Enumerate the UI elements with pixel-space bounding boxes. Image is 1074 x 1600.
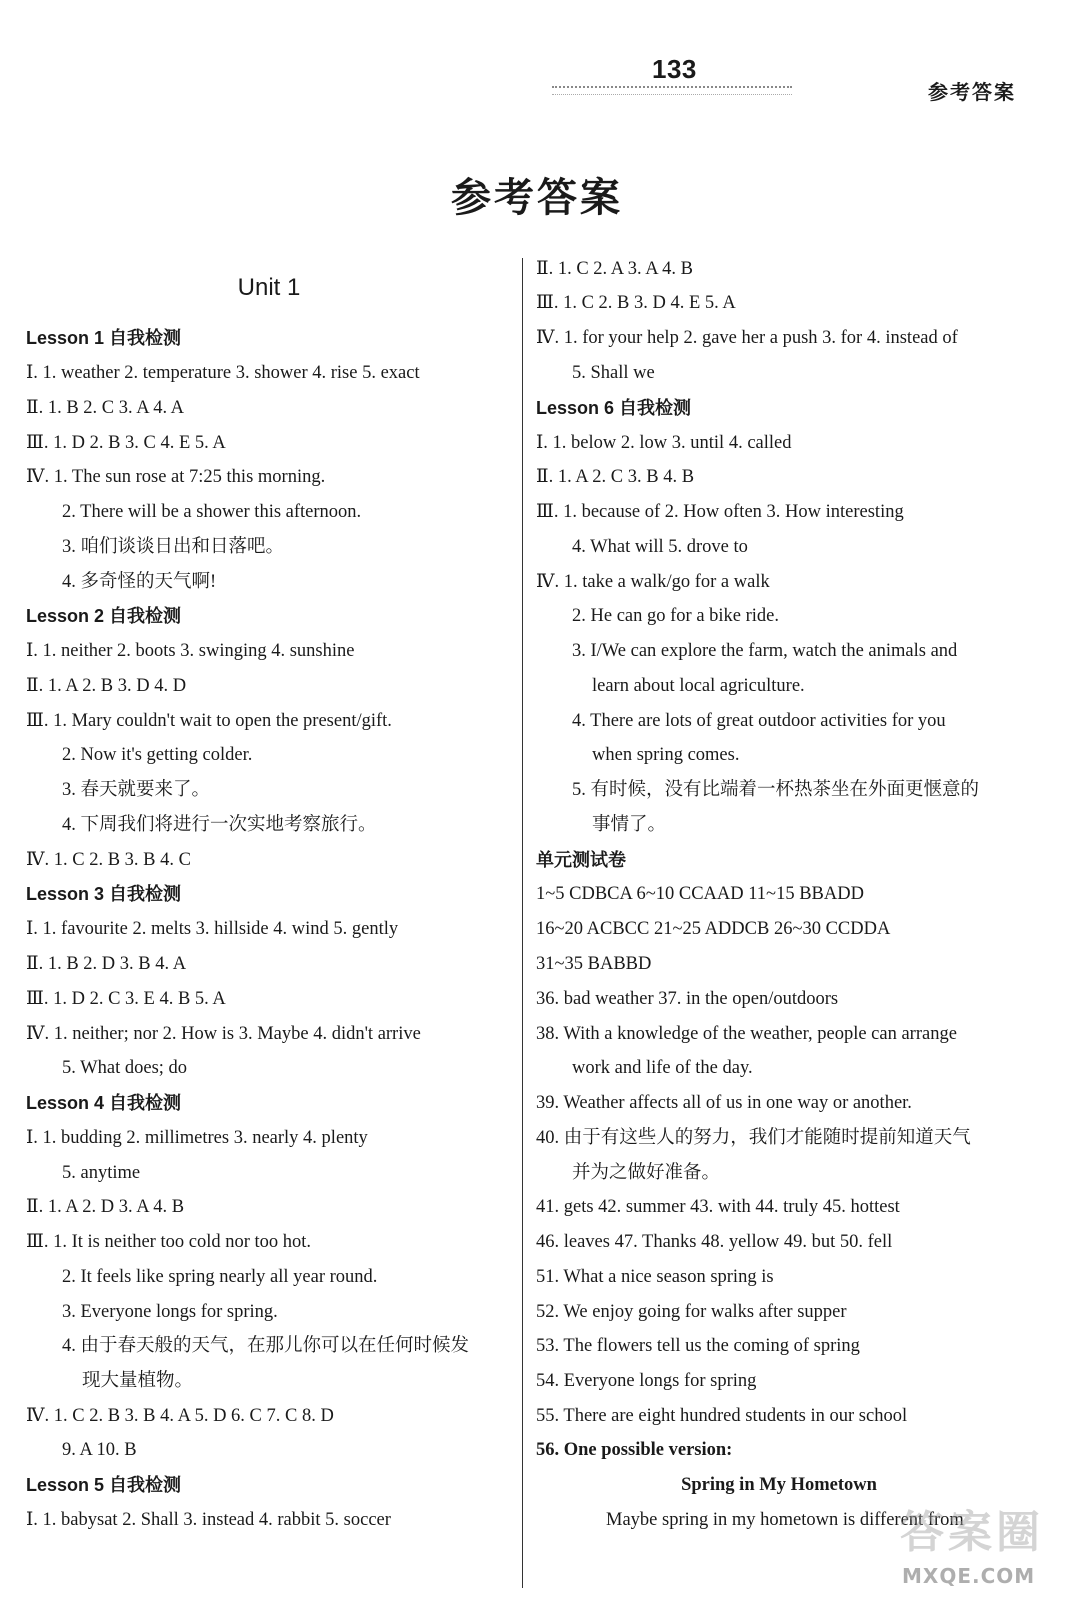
watermark xyxy=(880,1468,1070,1588)
answer-line: Ⅳ. 1. C 2. B 3. B 4. C xyxy=(26,850,191,870)
answer-line: Ⅳ. 1. C 2. B 3. B 4. A 5. D 6. C 7. C 8. D xyxy=(26,1406,334,1426)
answer-line: work and life of the day. xyxy=(572,1058,753,1078)
answer-line: 41. gets 42. summer 43. with 44. truly 45. hottest xyxy=(536,1197,900,1217)
essay-title: Spring in My Hometown xyxy=(681,1475,877,1495)
answer-line: learn about local agriculture. xyxy=(592,676,805,696)
answer-line: 31~35 BABBD xyxy=(536,954,652,974)
answer-line: 2. Now it's getting colder. xyxy=(62,745,253,765)
answer-line: 4. 由于春天般的天气，在那儿你可以在任何时候发 xyxy=(62,1336,470,1356)
answer-line: Ⅳ. 1. The sun rose at 7:25 this morning. xyxy=(26,467,326,487)
answer-line: Ⅳ. 1. neither; nor 2. How is 3. Maybe 4. didn't arrive xyxy=(26,1024,421,1044)
essay-paragraph: Maybe spring in my hometown is different from xyxy=(606,1510,964,1530)
answer-line: 事情了。 xyxy=(592,815,667,835)
answer-line: 3. 春天就要来了。 xyxy=(62,780,211,800)
answer-line: 4. What will 5. drove to xyxy=(572,537,748,557)
answer-line: Ⅱ. 1. B 2. D 3. B 4. A xyxy=(26,954,187,974)
answer-line: 16~20 ACBCC 21~25 ADDCB 26~30 CCDDA xyxy=(536,919,891,939)
answer-line: Ⅰ. 1. babysat 2. Shall 3. instead 4. rabbit 5. soccer xyxy=(26,1510,391,1530)
answer-line: Ⅱ. 1. A 2. D 3. A 4. B xyxy=(26,1197,185,1217)
answer-line: 3. I/We can explore the farm, watch the animals and xyxy=(572,641,958,661)
answer-line: when spring comes. xyxy=(592,745,740,765)
column-divider xyxy=(522,258,523,1588)
answer-line: 3. Everyone longs for spring. xyxy=(62,1302,278,1322)
page-title: 参考答案 xyxy=(451,175,623,221)
answer-line: 2. He can go for a bike ride. xyxy=(572,606,780,626)
page-number: 133 xyxy=(652,54,697,84)
answer-line: Ⅲ. 1. because of 2. How often 3. How interesting xyxy=(536,502,904,522)
watermark-url: MXQE.COM xyxy=(902,1564,1036,1588)
answer-line: 55. There are eight hundred students in our school xyxy=(536,1406,908,1426)
answer-line: 5. What does; do xyxy=(62,1058,188,1078)
lesson-heading: Lesson 1 自我检测 xyxy=(26,328,182,348)
answer-line: 38. With a knowledge of the weather, people can arrange xyxy=(536,1024,957,1044)
answer-line: Ⅲ. 1. C 2. B 3. D 4. E 5. A xyxy=(536,293,736,313)
lesson-heading: Lesson 5 自我检测 xyxy=(26,1475,182,1495)
answer-line: 5. 有时候，没有比端着一杯热茶坐在外面更惬意的 xyxy=(572,780,980,800)
answer-line: Ⅲ. 1. Mary couldn't wait to open the present/gift. xyxy=(26,711,392,731)
unit-heading: Unit 1 xyxy=(237,274,301,301)
answer-line: Ⅱ. 1. B 2. C 3. A 4. A xyxy=(26,398,185,418)
answer-line: 9. A 10. B xyxy=(62,1440,137,1460)
answer-line: 40. 由于有这些人的努力，我们才能随时提前知道天气 xyxy=(536,1128,971,1148)
lesson-heading: Lesson 2 自我检测 xyxy=(26,606,182,626)
answer-line: 并为之做好准备。 xyxy=(572,1163,721,1183)
answer-line: 5. anytime xyxy=(62,1163,141,1183)
answer-line: Ⅰ. 1. budding 2. millimetres 3. nearly 4. plenty xyxy=(26,1128,368,1148)
answer-line: 2. There will be a shower this afternoon. xyxy=(62,502,362,522)
answer-line: 52. We enjoy going for walks after supper xyxy=(536,1302,847,1322)
answer-line: 56. One possible version: xyxy=(536,1440,733,1460)
answer-line: 46. leaves 47. Thanks 48. yellow 49. but 50. fell xyxy=(536,1232,893,1252)
answer-line: Ⅲ. 1. D 2. B 3. C 4. E 5. A xyxy=(26,433,226,453)
answer-line: Ⅱ. 1. A 2. B 3. D 4. D xyxy=(26,676,187,696)
answer-line: Ⅲ. 1. It is neither too cold nor too hot. xyxy=(26,1232,312,1252)
answer-line: Ⅲ. 1. D 2. C 3. E 4. B 5. A xyxy=(26,989,226,1009)
answer-line: Ⅰ. 1. weather 2. temperature 3. shower 4. rise 5. exact xyxy=(26,363,420,383)
section-heading: 单元测试卷 xyxy=(536,850,626,870)
header-decoration xyxy=(552,86,792,95)
answer-line: 54. Everyone longs for spring xyxy=(536,1371,757,1391)
watermark-logo-text: 答案圈 xyxy=(900,1507,1044,1558)
answer-line: Ⅱ. 1. A 2. C 3. B 4. B xyxy=(536,467,695,487)
lesson-heading: Lesson 4 自我检测 xyxy=(26,1093,182,1113)
answer-line: 36. bad weather 37. in the open/outdoors xyxy=(536,989,839,1009)
answer-line: 53. The flowers tell us the coming of spring xyxy=(536,1336,860,1356)
answer-line: 4. There are lots of great outdoor activities for you xyxy=(572,711,946,731)
answer-line: Ⅰ. 1. neither 2. boots 3. swinging 4. sunshine xyxy=(26,641,355,661)
answer-line: 现大量植物。 xyxy=(82,1371,194,1391)
answer-line: 39. Weather affects all of us in one way or another. xyxy=(536,1093,912,1113)
answer-line: 2. It feels like spring nearly all year round. xyxy=(62,1267,378,1287)
answer-line: 5. Shall we xyxy=(572,363,655,383)
answer-line: Ⅳ. 1. take a walk/go for a walk xyxy=(536,572,770,592)
answer-line: Ⅰ. 1. favourite 2. melts 3. hillside 4. wind 5. gently xyxy=(26,919,399,939)
lesson-heading: Lesson 3 自我检测 xyxy=(26,884,182,904)
lesson-heading: Lesson 6 自我检测 xyxy=(536,398,692,418)
answer-line: 4. 下周我们将进行一次实地考察旅行。 xyxy=(62,815,377,835)
answer-line: 3. 咱们谈谈日出和日落吧。 xyxy=(62,537,285,557)
running-header-title: 参考答案 xyxy=(928,80,1016,104)
answer-line: Ⅳ. 1. for your help 2. gave her a push 3. for 4. instead of xyxy=(536,328,958,348)
answer-line: 1~5 CDBCA 6~10 CCAAD 11~15 BBADD xyxy=(536,884,864,904)
answer-line: Ⅰ. 1. below 2. low 3. until 4. called xyxy=(536,433,792,453)
answer-line: Ⅱ. 1. C 2. A 3. A 4. B xyxy=(536,259,694,279)
answer-line: 51. What a nice season spring is xyxy=(536,1267,774,1287)
answer-line: 4. 多奇怪的天气啊! xyxy=(62,572,217,592)
